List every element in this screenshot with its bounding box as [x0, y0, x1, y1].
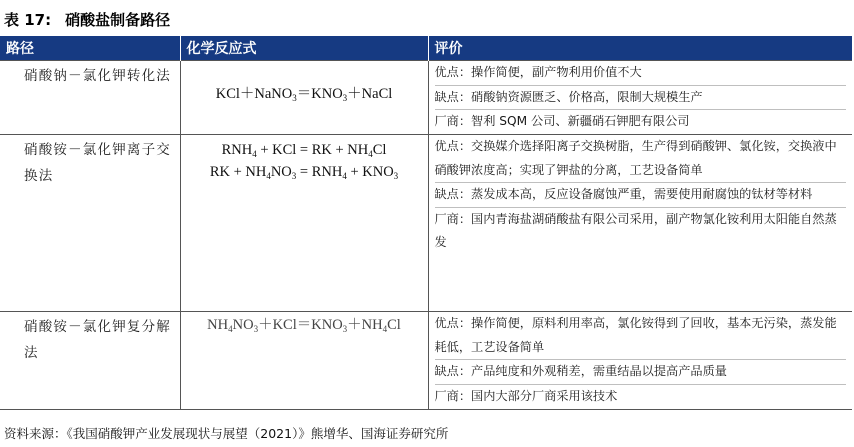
- reaction-cell: [180, 61, 428, 135]
- formula-subscript: 3: [291, 171, 297, 181]
- evaluation-vendor: 厂商：智利 SQM 公司、新疆硝石钾肥有限公司: [435, 109, 847, 134]
- route-table: [0, 36, 852, 410]
- source-note: 资料来源：《我国硝酸钾产业发展现状与展望（2021）》熊增华、国海证券研究所: [4, 426, 449, 441]
- evaluation-cons: 缺点：蒸发成本高，反应设备腐蚀严重，需要使用耐腐蚀的钛材等材料: [435, 182, 847, 207]
- table-title: [4, 4, 170, 34]
- evaluation-cell: [428, 135, 852, 312]
- formula-subscript: 4: [266, 171, 271, 181]
- reaction-cell: [180, 312, 428, 410]
- header-row: [0, 36, 852, 61]
- formula-subscript: 3: [292, 93, 297, 103]
- route-name: 硝酸钠－氯化钾转化法: [24, 68, 171, 84]
- formula-subscript: 3: [342, 93, 348, 103]
- route-name: 硝酸铵－氯化钾离子交换法: [24, 142, 171, 184]
- formula-subscript: 3: [393, 171, 399, 181]
- header-evaluation: 评价: [428, 36, 852, 61]
- reaction-formula: $NH_4NO_3+KCl=KNO_3+NH_4Cl$: [207, 317, 401, 334]
- route-name: 硝酸铵－氯化钾复分解法: [24, 319, 171, 361]
- evaluation-cons: 缺点：硝酸钠资源匮乏、价格高，限制大规模生产: [435, 85, 847, 110]
- formula-subscript: 4: [382, 324, 388, 334]
- reaction-formula: RK + $NH_4NO_3 = RNH_4 + KNO_3$: [209, 164, 399, 181]
- evaluation-pros: 优点：操作简便，副产物利用价值不大: [434, 65, 642, 79]
- formula-subscript: 4: [368, 149, 373, 159]
- route-cell: [0, 135, 180, 312]
- reaction-formula: $RNH_4$ + KCl = RK + $NH_4Cl$: [221, 142, 387, 159]
- formula-subscript: 3: [253, 324, 259, 334]
- formula-subscript: 3: [342, 324, 348, 334]
- table-title-text: 硝酸盐制备路径: [65, 10, 171, 29]
- reaction-formula: $KCl+NaNO_3=KNO_3+NaCl$: [215, 86, 393, 103]
- evaluation-vendor: 厂商：国内青海盐湖硝酸盐有限公司采用，副产物氯化铵利用太阳能自然蒸发: [435, 207, 847, 255]
- formula-subscript: 4: [252, 149, 257, 159]
- route-cell: [0, 312, 180, 410]
- evaluation-cons: 缺点：产品纯度和外观稍差，需重结晶以提高产品质量: [435, 359, 847, 384]
- evaluation-pros: 优点：操作简便，原料利用率高，氯化铵得到了回收，基本无污染，蒸发能耗低，工艺设备简单: [434, 316, 837, 354]
- header-route: 路径: [0, 36, 180, 61]
- evaluation-cell: [428, 312, 852, 410]
- table-row: [0, 135, 852, 312]
- table-number: 表 17:: [4, 10, 52, 29]
- evaluation-pros: 优点：交换媒介选择阳离子交换树脂，生产得到硝酸钾、氯化铵，交换液中硝酸钾浓度高；实现了钾盐的分离，工艺设备简单: [434, 139, 837, 177]
- formula-subscript: 4: [342, 171, 347, 181]
- table-row: [0, 61, 852, 135]
- reaction-cell: [180, 135, 428, 312]
- evaluation-cell: [428, 61, 852, 135]
- header-reaction: 化学反应式: [180, 36, 428, 61]
- formula-subscript: 4: [228, 324, 233, 334]
- route-cell: [0, 61, 180, 135]
- table-row: [0, 312, 852, 410]
- evaluation-vendor: 厂商：国内大部分厂商采用该技术: [435, 384, 847, 409]
